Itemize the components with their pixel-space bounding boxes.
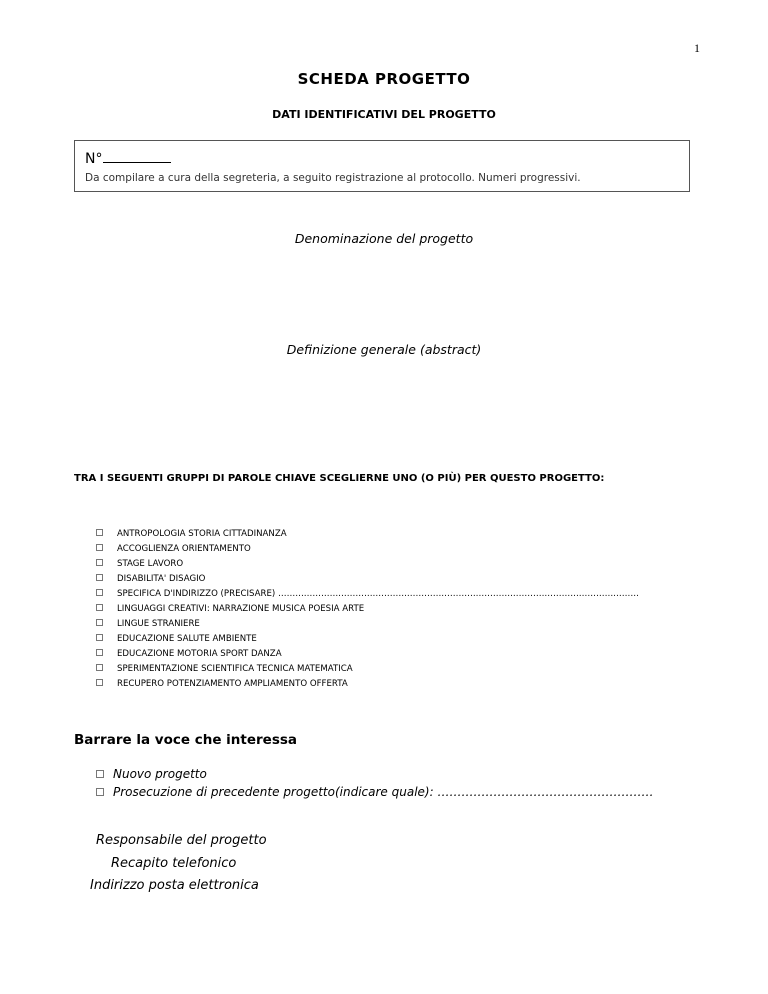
- page-subtitle: DATI IDENTIFICATIVI DEL PROGETTO: [272, 108, 496, 121]
- checkbox-icon[interactable]: [96, 619, 103, 626]
- checkbox-icon[interactable]: [96, 770, 104, 778]
- project-type-label: Prosecuzione di precedente progetto(indicare quale): ………………………………………………: [113, 785, 654, 799]
- keyword-group-label: EDUCAZIONE SALUTE AMBIENTE: [117, 634, 257, 644]
- keyword-group-item[interactable]: [96, 647, 639, 662]
- keyword-group-list: [96, 527, 639, 692]
- checkbox-icon[interactable]: [96, 664, 103, 671]
- checkbox-icon[interactable]: [96, 604, 103, 611]
- checkbox-icon[interactable]: [96, 574, 103, 581]
- keywords-heading: TRA I SEGUENTI GRUPPI DI PAROLE CHIAVE SCEGLIERNE UNO (O PIÙ) PER QUESTO PROGETTO:: [74, 473, 605, 484]
- keyword-group-label: RECUPERO POTENZIAMENTO AMPLIAMENTO OFFERTA: [117, 679, 348, 689]
- keyword-group-item[interactable]: [96, 557, 639, 572]
- page-number: 1: [694, 41, 700, 55]
- email-address-label: Indirizzo posta elettronica: [90, 878, 259, 893]
- keyword-group-label: LINGUAGGI CREATIVI: NARRAZIONE MUSICA POESIA ARTE: [117, 604, 365, 614]
- keyword-group-label: SPERIMENTAZIONE SCIENTIFICA TECNICA MATEMATICA: [117, 664, 353, 674]
- project-number-field: [85, 149, 171, 167]
- project-type-list: [96, 765, 653, 801]
- checkbox-icon[interactable]: [96, 679, 103, 686]
- phone-contact-label: Recapito telefonico: [111, 856, 237, 871]
- checkbox-icon[interactable]: [96, 589, 103, 596]
- project-type-heading: Barrare la voce che interessa: [74, 732, 298, 748]
- checkbox-icon[interactable]: [96, 529, 103, 536]
- keyword-group-item[interactable]: [96, 572, 639, 587]
- keyword-group-label: LINGUE STRANIERE: [117, 619, 200, 629]
- project-type-label: Nuovo progetto: [113, 767, 207, 781]
- project-type-option-new[interactable]: [96, 765, 653, 783]
- keyword-group-item[interactable]: [96, 677, 639, 692]
- keyword-group-item[interactable]: [96, 542, 639, 557]
- keyword-group-label: STAGE LAVORO: [117, 559, 184, 569]
- project-type-option-continuation[interactable]: [96, 783, 653, 801]
- keyword-group-item[interactable]: [96, 617, 639, 632]
- project-abstract-label: Definizione generale (abstract): [286, 342, 482, 357]
- project-number-label: N°: [85, 151, 103, 167]
- checkbox-icon[interactable]: [96, 544, 103, 551]
- keyword-group-item[interactable]: [96, 662, 639, 677]
- keyword-group-label: ACCOGLIENZA ORIENTAMENTO: [117, 544, 251, 554]
- keyword-group-label: DISABILITA' DISAGIO: [117, 574, 206, 584]
- keyword-group-label: ANTROPOLOGIA STORIA CITTADINANZA: [117, 529, 287, 539]
- project-id-box: [74, 140, 690, 192]
- keyword-group-item[interactable]: [96, 602, 639, 617]
- page-title: SCHEDA PROGETTO: [297, 70, 471, 88]
- project-name-label: Denominazione del progetto: [294, 231, 474, 246]
- keyword-group-item[interactable]: [96, 587, 639, 602]
- keyword-group-item[interactable]: [96, 632, 639, 647]
- project-manager-label: Responsabile del progetto: [96, 833, 267, 848]
- checkbox-icon[interactable]: [96, 649, 103, 656]
- checkbox-icon[interactable]: [96, 559, 103, 566]
- project-number-note: Da compilare a cura della segreteria, a seguito registrazione al protocollo. Numeri progressivi.: [85, 172, 581, 184]
- checkbox-icon[interactable]: [96, 634, 103, 641]
- checkbox-icon[interactable]: [96, 788, 104, 796]
- project-number-blank-line: [103, 149, 171, 163]
- keyword-group-item[interactable]: [96, 527, 639, 542]
- keyword-group-label: SPECIFICA D'INDIRIZZO (PRECISARE) ………………………………………………………………………………………………………………: [117, 589, 639, 599]
- keyword-group-label: EDUCAZIONE MOTORIA SPORT DANZA: [117, 649, 282, 659]
